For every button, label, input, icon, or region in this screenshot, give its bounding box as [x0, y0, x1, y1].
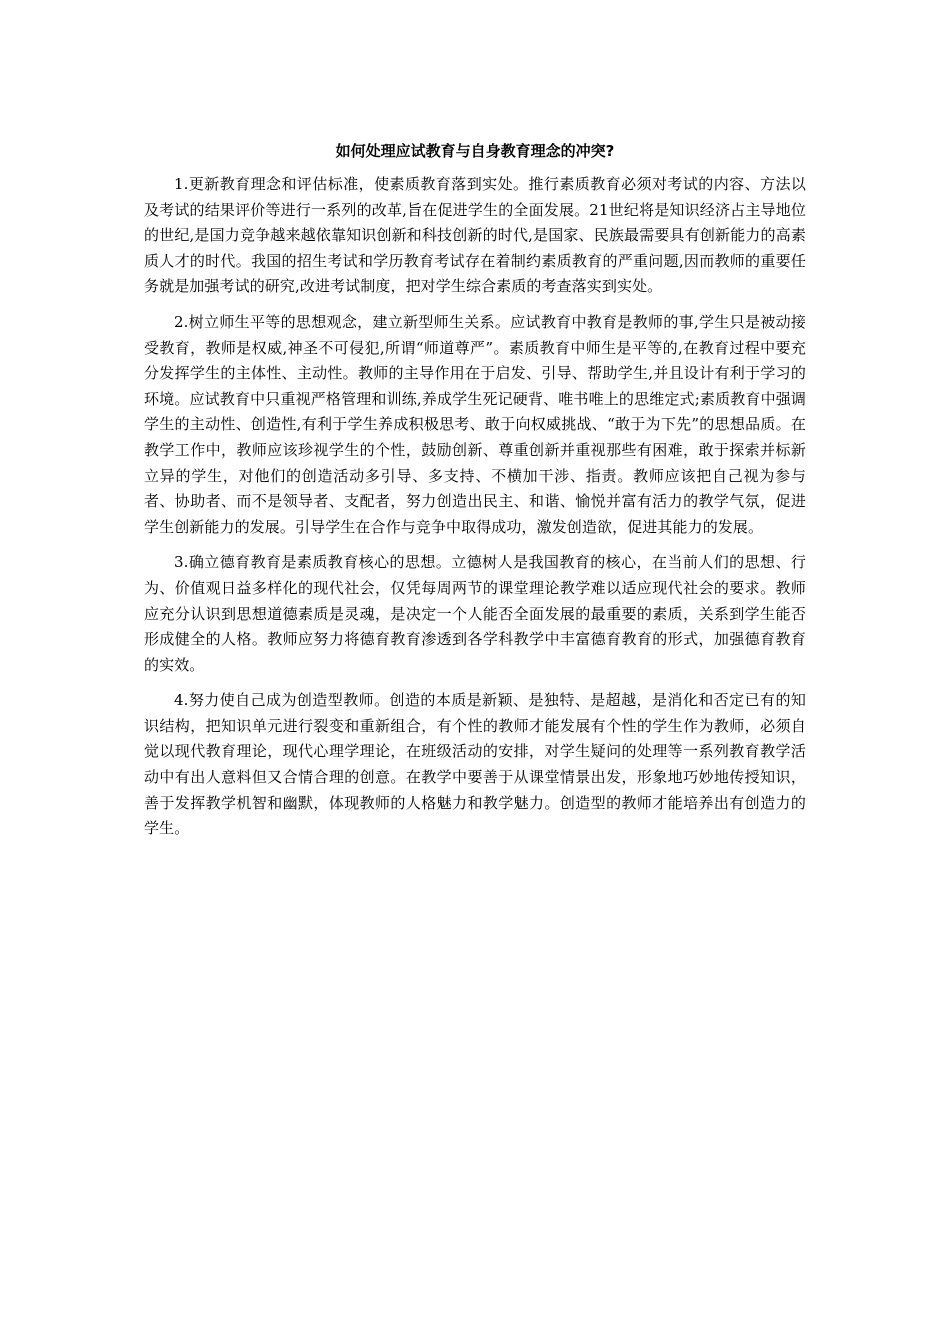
document-title: 如何处理应试教育与自身教育理念的冲突?	[335, 142, 615, 160]
paragraph-2: 2.树立师生平等的思想观念，建立新型师生关系。应试教育中教育是教师的事,学生只是被动接受教育，教师是权威,神圣不可侵犯,所谓“师道尊严”。素质教育中师生是平等的,在教育过程中要充分发挥学生的主体性、主动性。教师的主导作用在于启发、引导、帮助学生,并且设计有利于学习的环境。应试教育中只重视严格管理和训练,养成学生死记硬背、唯书唯上的思维定式;素质教育中强调学生的主动性、创造性,有利于学生养成积极思考、敢于向权威挑战、“敢于为下先”的思想品质。在教学工作中，教师应该珍视学生的个性，鼓励创新、尊重创新并重视那些有困难，敢于探索并标新立异的学生，对他们的创造活动多引导、多支持、不横加干涉、指责。教师应该把自己视为参与者、协助者、而不是领导者、支配者，努力创造出民主、和谐、愉悦并富有活力的教学气氛，促进学生创新能力的发展。引导学生在合作与竞争中取得成功，激发创造欲，促进其能力的发展。	[144, 312, 806, 536]
paragraph-4: 4.努力使自己成为创造型教师。创造的本质是新颖、是独特、是超越，是消化和否定已有的知识结构，把知识单元进行裂变和重新组合，有个性的教师才能发展有个性的学生作为教师，必须自觉以现代教育理论，现代心理学理论，在班级活动的安排，对学生疑问的处理等一系列教育教学活动中有出人意料但又合情合理的创意。在教学中要善于从课堂情景出发，形象地巧妙地传授知识，善于发挥教学机智和幽默，体现教师的人格魅力和教学魅力。创造型的教师才能培养出有创造力的学生。	[144, 691, 806, 838]
paragraph-3: 3.确立德育教育是素质教育核心的思想。立德树人是我国教育的核心，在当前人们的思想、行为、价值观日益多样化的现代社会，仅凭每周两节的课堂理论教学难以适应现代社会的要求。教师应充分认识到思想道德素质是灵魂，是决定一个人能否全面发展的最重要的素质，关系到学生能否形成健全的人格。教师应努力将德育教育渗透到各学科教学中丰富德育教育的形式，加强德育教育的实效。	[144, 553, 806, 674]
paragraph-1: 1.更新教育理念和评估标准，使素质教育落到实处。推行素质教育必须对考试的内容、方法以及考试的结果评价等进行一系列的改革,旨在促进学生的全面发展。21世纪将是知识经济占主导地位的世纪,是国力竞争越来越依靠知识创新和科技创新的时代,是国家、民族最需要具有创新能力的高素质人才的时代。我国的招生考试和学历教育考试存在着制约素质教育的严重问题,因而教师的重要任务就是加强考试的研究,改进考试制度，把对学生综合素质的考查落实到实处。	[144, 175, 806, 296]
document-page	[144, 138, 806, 852]
